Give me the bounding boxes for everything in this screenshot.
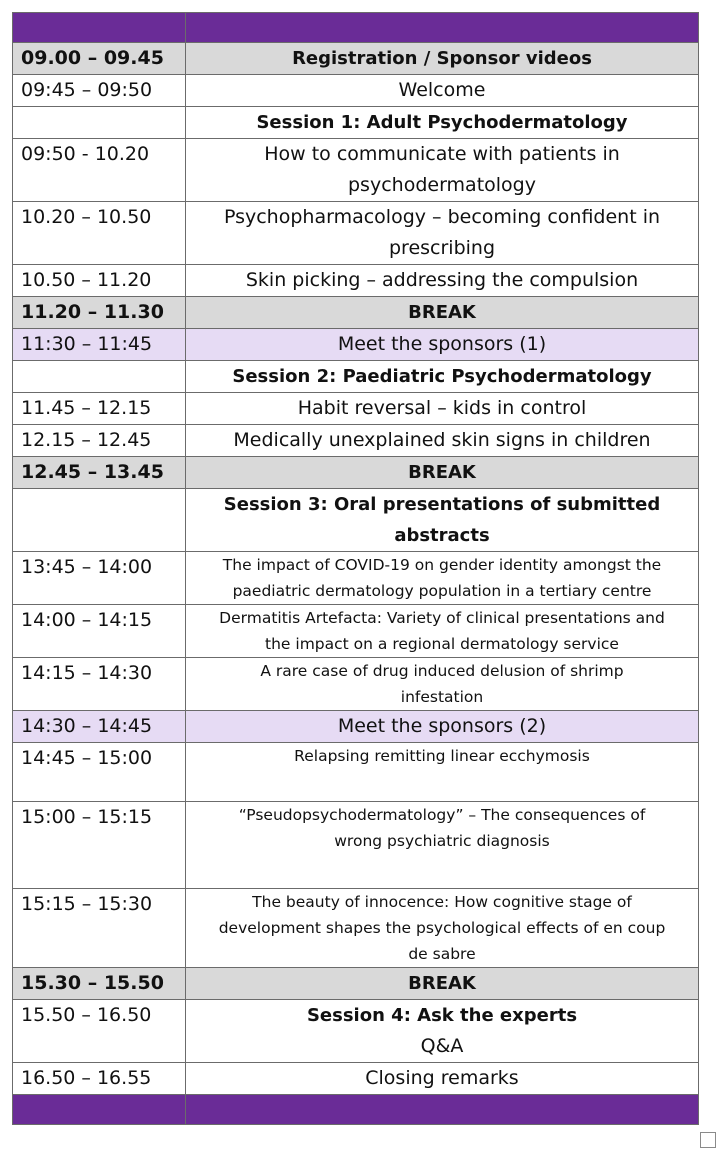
schedule-row xyxy=(13,605,699,658)
description-line: psychodermatology xyxy=(348,174,536,196)
schedule-row xyxy=(13,393,699,425)
time-cell: 13:45 – 14:00 xyxy=(13,552,186,605)
description-line: The beauty of innocence: How cognitive stage of xyxy=(252,893,632,911)
description-cell xyxy=(186,139,699,202)
description-line: Medically unexplained skin signs in children xyxy=(233,429,651,451)
description-line: Habit reversal – kids in control xyxy=(297,397,587,419)
description-line: Session 1: Adult Psychodermatology xyxy=(256,112,628,133)
session-heading-row xyxy=(13,361,699,393)
description-line: Welcome xyxy=(398,79,486,101)
time-cell: 12.15 – 12.45 xyxy=(13,425,186,457)
description-line: A rare case of drug induced delusion of shrimp xyxy=(260,662,624,680)
description-cell xyxy=(186,489,699,552)
description-line: Closing remarks xyxy=(365,1067,519,1089)
description-line: Q&A xyxy=(420,1035,464,1057)
conference-schedule-table xyxy=(12,12,699,1125)
break-row xyxy=(13,297,699,329)
schedule-row xyxy=(13,552,699,605)
description-cell xyxy=(186,329,699,361)
description-cell xyxy=(186,75,699,107)
schedule-body xyxy=(13,13,699,1125)
sponsor-row xyxy=(13,711,699,743)
description-line: the impact on a regional dermatology service xyxy=(265,635,619,653)
time-cell: 14:45 – 15:00 xyxy=(13,743,186,802)
time-cell: 11:30 – 11:45 xyxy=(13,329,186,361)
description-cell xyxy=(186,968,699,1000)
description-line: Psychopharmacology – becoming confident in xyxy=(223,206,661,228)
time-cell: 11.45 – 12.15 xyxy=(13,393,186,425)
schedule-row xyxy=(13,1063,699,1095)
description-line: wrong psychiatric diagnosis xyxy=(334,832,550,850)
description-line: abstracts xyxy=(394,525,490,546)
description-line: Relapsing remitting linear ecchymosis xyxy=(294,747,590,765)
description-line: Meet the sponsors (1) xyxy=(337,333,547,355)
time-cell: 09:50 - 10.20 xyxy=(13,139,186,202)
description-line: infestation xyxy=(400,688,484,706)
table-resize-handle[interactable] xyxy=(700,1132,716,1148)
time-cell: 14:30 – 14:45 xyxy=(13,711,186,743)
description-cell xyxy=(186,457,699,489)
description-line: Session 2: Paediatric Psychodermatology xyxy=(232,366,652,387)
description-line: Dermatitis Artefacta: Variety of clinical presentations and xyxy=(219,609,665,627)
description-cell xyxy=(186,202,699,265)
description-cell xyxy=(186,802,699,889)
session-heading-row xyxy=(13,489,699,552)
description-cell xyxy=(186,43,699,75)
time-cell xyxy=(13,107,186,139)
time-cell: 11.20 – 11.30 xyxy=(13,297,186,329)
description-cell xyxy=(186,265,699,297)
footer-band xyxy=(13,1095,699,1125)
description-line: Meet the sponsors (2) xyxy=(337,715,547,737)
time-cell: 14:00 – 14:15 xyxy=(13,605,186,658)
time-cell: 14:15 – 14:30 xyxy=(13,658,186,711)
time-cell: 12.45 – 13.45 xyxy=(13,457,186,489)
band-cell xyxy=(13,1095,186,1125)
description-cell xyxy=(186,743,699,802)
description-line: Session 3: Oral presentations of submitted xyxy=(223,494,661,515)
time-cell: 15:15 – 15:30 xyxy=(13,889,186,968)
schedule-row xyxy=(13,139,699,202)
schedule-row xyxy=(13,265,699,297)
description-cell xyxy=(186,1063,699,1095)
schedule-row xyxy=(13,743,699,802)
description-line: development shapes the psychological effects of en coup xyxy=(218,919,666,937)
schedule-row xyxy=(13,658,699,711)
description-line: BREAK xyxy=(408,462,476,483)
description-cell xyxy=(186,361,699,393)
description-cell xyxy=(186,393,699,425)
time-cell: 09:45 – 09:50 xyxy=(13,75,186,107)
sponsor-row xyxy=(13,329,699,361)
time-cell xyxy=(13,361,186,393)
description-cell xyxy=(186,425,699,457)
description-cell xyxy=(186,1000,699,1063)
break-row xyxy=(13,457,699,489)
band-cell xyxy=(13,13,186,43)
description-line: prescribing xyxy=(388,237,496,259)
time-cell: 10.50 – 11.20 xyxy=(13,265,186,297)
description-line: BREAK xyxy=(408,302,476,323)
break-row xyxy=(13,43,699,75)
description-cell xyxy=(186,297,699,329)
schedule-row xyxy=(13,802,699,889)
description-line: The impact of COVID-19 on gender identity amongst the xyxy=(222,556,662,574)
description-cell xyxy=(186,658,699,711)
time-cell: 15.30 – 15.50 xyxy=(13,968,186,1000)
time-cell: 16.50 – 16.55 xyxy=(13,1063,186,1095)
band-cell xyxy=(186,13,699,43)
description-cell xyxy=(186,711,699,743)
description-cell xyxy=(186,889,699,968)
break-row xyxy=(13,968,699,1000)
session-heading-row xyxy=(13,107,699,139)
description-line: Registration / Sponsor videos xyxy=(292,48,592,69)
band-cell xyxy=(186,1095,699,1125)
time-cell xyxy=(13,489,186,552)
description-line: de sabre xyxy=(408,945,476,963)
time-cell: 15:00 – 15:15 xyxy=(13,802,186,889)
schedule-row xyxy=(13,1000,699,1063)
description-cell xyxy=(186,552,699,605)
time-cell: 09.00 – 09.45 xyxy=(13,43,186,75)
description-line: “Pseudopsychodermatology” – The consequences of xyxy=(238,806,646,824)
schedule-row xyxy=(13,425,699,457)
schedule-row xyxy=(13,889,699,968)
description-line: Skin picking – addressing the compulsion xyxy=(245,269,639,291)
description-cell xyxy=(186,605,699,658)
time-cell: 15.50 – 16.50 xyxy=(13,1000,186,1063)
time-cell: 10.20 – 10.50 xyxy=(13,202,186,265)
description-line: BREAK xyxy=(408,973,476,994)
description-line: paediatric dermatology population in a tertiary centre xyxy=(232,582,652,600)
header-band xyxy=(13,13,699,43)
description-cell xyxy=(186,107,699,139)
schedule-row xyxy=(13,75,699,107)
description-line: How to communicate with patients in xyxy=(264,143,620,165)
schedule-row xyxy=(13,202,699,265)
description-line: Session 4: Ask the experts xyxy=(306,1005,578,1026)
